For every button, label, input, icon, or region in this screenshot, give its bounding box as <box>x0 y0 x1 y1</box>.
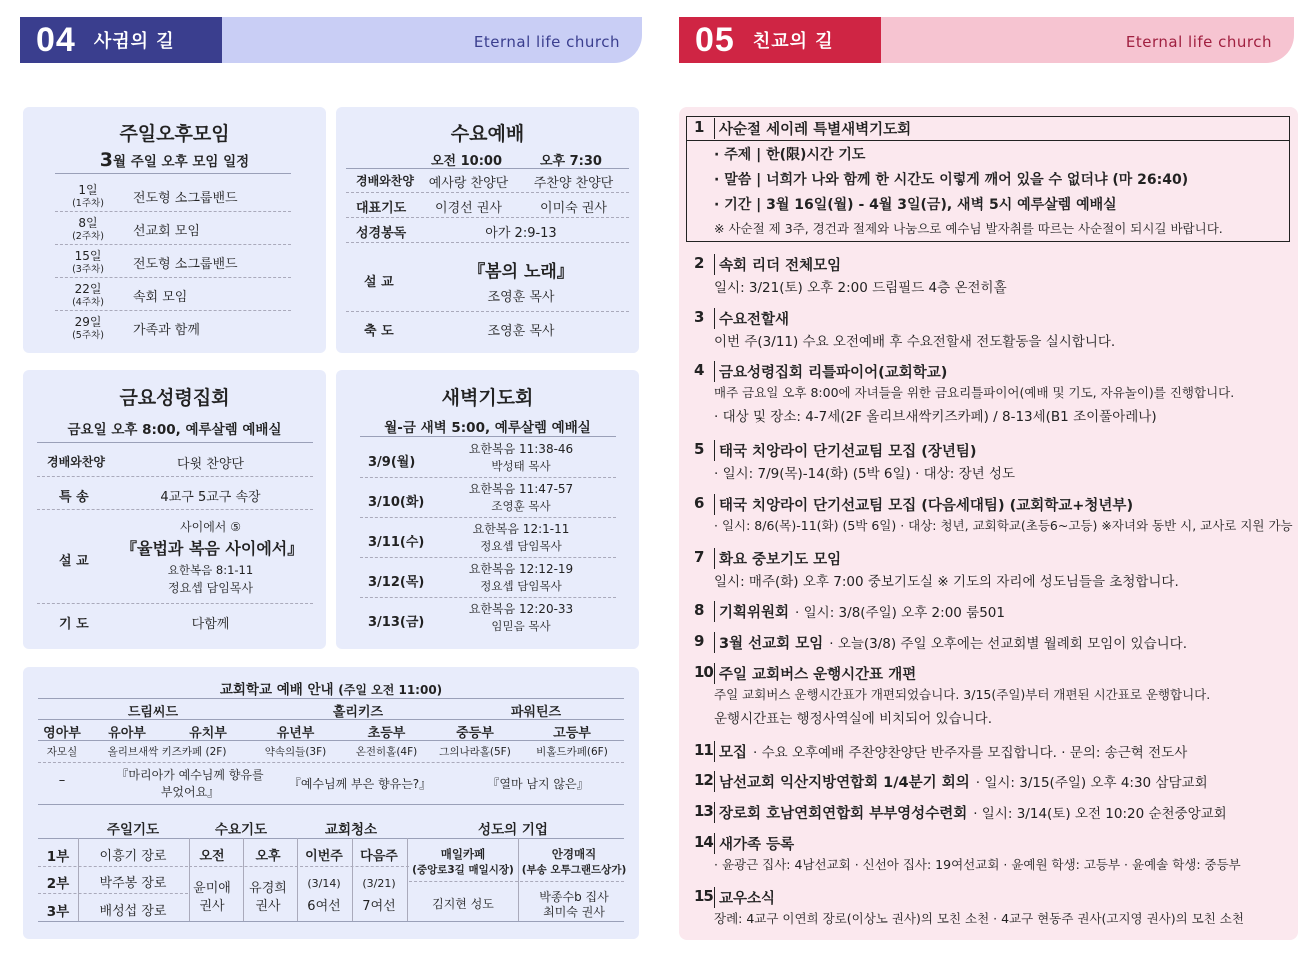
news-item-number: 14 <box>694 833 713 851</box>
divider <box>38 893 188 894</box>
news-item-line: 일시: 매주(화) 오후 7:00 중보기도실 ※ 기도의 자리에 성도님들을 초청합니다. <box>714 574 1179 590</box>
afternoon-row-date: 8일 <box>78 216 98 230</box>
afternoon-title: 주일오후모임 <box>119 123 230 145</box>
news-item-heading: 3월 선교회 모임 <box>714 632 823 653</box>
school-place-3: 온전히홀(4F) <box>355 746 418 758</box>
afternoon-row-week: (2주차) <box>72 231 104 242</box>
school-sermon-3: 『열마 남지 않은』 <box>487 777 589 791</box>
school-place-1: 올리브새싹 키즈카페 (2F) <box>107 746 227 758</box>
dawn-row-date: 3/12(목) <box>368 575 425 590</box>
dawn-row-preacher: 조영훈 목사 <box>491 499 551 513</box>
news-item-heading: 태국 치앙라이 단기선교팀 모집 (다음세대팀) (교회학교+청년부) <box>714 494 1133 515</box>
news-item-heading: 장로회 호남연회연합회 부부영성수련회 <box>714 802 967 823</box>
news-item-number: 7 <box>694 548 705 566</box>
dawn-row-date: 3/11(수) <box>368 535 425 550</box>
news-item-line: 주일 교회버스 운행시간표가 개편되었습니다. 3/15(주일)부터 개편된 시간표로 운행합니다. <box>714 687 1211 702</box>
news-item-number: 10 <box>694 663 713 681</box>
dawn-row-date: 3/13(금) <box>368 615 425 630</box>
dawn-row-date: 3/9(월) <box>368 455 416 470</box>
divider <box>407 838 408 921</box>
divider <box>37 476 313 477</box>
fri-prayer: 다함께 <box>191 617 230 632</box>
fri-label-sermon: 설 교 <box>59 554 89 569</box>
bottom-wed-am-1: 윤미애 <box>193 881 231 896</box>
divider <box>409 881 624 882</box>
bottom-part-3: 3부 <box>46 904 70 920</box>
news-item-line: · 일시: 7/9(목)-14(화) (5박 6일) · 대상: 장년 성도 <box>714 466 1016 482</box>
fri-sermon-series: 사이에서 ⑤ <box>180 520 241 534</box>
afternoon-row-date: 22일 <box>74 282 102 296</box>
school-group-holykids: 홀리키즈 <box>332 705 384 720</box>
bottom-next-week: 다음주 <box>360 849 398 864</box>
wed-reading: 아가 2:9-13 <box>485 226 557 241</box>
right-header <box>679 17 1294 63</box>
bottom-clean-this: 6여선 <box>307 899 341 914</box>
bottom-part-1: 1부 <box>46 849 70 865</box>
news-item-heading: 속회 리더 전체모임 <box>714 254 841 275</box>
bottom-business-a: 김지현 성도 <box>432 897 494 911</box>
school-title-sub: (주일 오전 11:00) <box>338 683 443 697</box>
divider <box>37 442 313 443</box>
bottom-part-2: 2부 <box>46 876 70 892</box>
friday-box <box>23 370 326 649</box>
news-item-number: 5 <box>694 440 705 458</box>
wed-sermon-title: 『봄의 노래』 <box>468 262 574 282</box>
news-item-number: 8 <box>694 601 705 619</box>
bottom-pm: 오후 <box>255 849 281 864</box>
news-item-number: 1 <box>694 118 705 136</box>
divider <box>360 436 616 437</box>
divider <box>38 740 624 741</box>
afternoon-row-event: 전도형 소그룹밴드 <box>133 257 238 272</box>
news-item-line: · 기간 | 3월 16일(월) - 4월 3일(금), 새벽 5시 예루살렘 예배실 <box>714 197 1117 213</box>
fri-label-special: 특 송 <box>59 490 89 505</box>
divider <box>352 838 353 921</box>
wed-time-pm: 오후 7:30 <box>540 154 602 169</box>
divider <box>38 698 624 699</box>
news-item-heading: 새가족 등록 <box>714 833 794 854</box>
friday-subtitle: 금요일 오후 8:00, 예루살렘 예배실 <box>67 422 282 438</box>
bottom-h-wed-prayer: 수요기도 <box>214 822 268 838</box>
dawn-row-date: 3/10(화) <box>368 495 425 510</box>
school-sermon-dash: – <box>58 773 66 788</box>
news-item-number: 4 <box>694 361 705 379</box>
school-place-4: 그의나라홀(5F) <box>439 746 511 758</box>
wed-time-am: 오전 10:00 <box>431 154 503 169</box>
dawn-row-preacher: 정요셉 담임목사 <box>480 579 562 593</box>
news-item-line: 매주 금요일 오후 8:00에 자녀들을 위한 금요리틀파이어(예배 및 기도, 자유놀이)를 진행합니다. <box>714 385 1235 400</box>
afternoon-row-event: 전도형 소그룹밴드 <box>133 191 238 206</box>
divider <box>360 477 616 478</box>
school-sermon-1-line1: 『마리아가 예수님께 향유를 <box>116 768 264 782</box>
wed-label-praise: 경배와찬양 <box>356 174 414 188</box>
bottom-glass-sub: (부송 오투그랜드상가) <box>521 864 627 876</box>
school-col-5: 중등부 <box>456 726 494 741</box>
bottom-am: 오전 <box>199 849 225 864</box>
news-item-10 <box>690 663 1290 727</box>
school-title-text: 교회학교 예배 안내 <box>219 682 334 698</box>
news-item-number: 12 <box>694 771 713 789</box>
bottom-clean-this-date: (3/14) <box>307 877 341 890</box>
afternoon-row-week: (3주차) <box>72 264 104 275</box>
afternoon-box <box>23 107 326 353</box>
divider <box>38 719 624 720</box>
divider <box>346 242 629 243</box>
fri-label-prayer: 기 도 <box>59 617 89 632</box>
divider <box>38 921 624 922</box>
dawn-row-passage: 요한복음 12:1-11 <box>472 522 570 536</box>
right-section-number: 05 <box>695 20 735 59</box>
right-section-title: 친교의 길 <box>752 31 834 52</box>
divider <box>38 804 624 805</box>
news-item-heading: 모집 <box>714 741 747 762</box>
bottom-wed-pm-1: 유경희 <box>249 881 287 896</box>
news-item-number: 6 <box>694 494 705 512</box>
dawn-box <box>336 370 639 649</box>
afternoon-row-date: 15일 <box>74 249 102 263</box>
school-place-5: 비홀드카페(6F) <box>536 746 608 758</box>
left-section-title: 사귐의 길 <box>93 31 175 52</box>
news-item-line: 장례: 4교구 이연희 장로(이상노 권사)의 모친 소천 · 4교구 현동주 권사(고지영 권사)의 모친 소천 <box>714 911 1244 926</box>
school-col-2: 유치부 <box>189 726 227 741</box>
school-col-1: 유아부 <box>108 726 146 741</box>
wed-label-blessing: 축 도 <box>364 324 394 339</box>
divider <box>37 603 313 604</box>
bottom-elder-2: 박주봉 장로 <box>99 876 167 891</box>
fri-sermon-title: 『율법과 복음 사이에서』 <box>121 539 304 558</box>
afternoon-row-event: 가족과 함께 <box>133 323 200 338</box>
news-item-line: · 주제 | 한(限)시간 기도 <box>714 147 866 163</box>
bottom-glass: 안경매직 <box>551 847 597 861</box>
wed-praise-am: 예사랑 찬양단 <box>428 176 509 191</box>
divider <box>346 217 629 218</box>
news-item-line: · 대상 및 장소: 4-7세(2F 올리브새싹키즈카페) / 8-13세(B1 조이풀아레나) <box>714 409 1157 425</box>
divider <box>243 838 244 921</box>
afternoon-row-date: 29일 <box>74 315 102 329</box>
afternoon-row-date: 1일 <box>78 183 98 197</box>
wed-sermon-preacher: 조영훈 목사 <box>487 290 555 305</box>
bottom-clean-next: 7여선 <box>362 899 396 914</box>
divider <box>37 509 313 510</box>
bottom-h-sunday-prayer: 주일기도 <box>106 822 160 838</box>
right-church-name: Eternal life church <box>1125 33 1272 51</box>
dawn-row-passage: 요한복음 11:38-46 <box>468 442 574 456</box>
school-col-4: 초등부 <box>367 726 406 741</box>
divider <box>346 311 629 312</box>
left-section-number: 04 <box>36 20 76 59</box>
divider <box>360 517 616 518</box>
news-item-line: 운행시간표는 행정사역실에 비치되어 있습니다. <box>714 711 992 727</box>
divider <box>55 211 291 212</box>
school-sermon-1-line2: 부었어요』 <box>160 785 220 799</box>
dawn-row-passage: 요한복음 11:47-57 <box>468 482 574 496</box>
dawn-row-passage: 요한복음 12:20-33 <box>468 602 574 616</box>
dawn-row-preacher: 박성태 목사 <box>491 459 551 473</box>
fri-label-praise: 경배와찬양 <box>47 455 105 469</box>
fri-praise: 다윗 찬양단 <box>177 457 244 472</box>
divider <box>518 838 519 921</box>
news-item-line: 일시: 3/21(토) 오후 2:00 드림필드 4층 온전히홀 <box>714 280 1007 296</box>
school-group-dreamseed: 드림씨드 <box>127 705 179 720</box>
news-item-heading: 기획위원회 <box>714 601 789 622</box>
news-item-4 <box>690 361 1290 425</box>
divider <box>55 244 291 245</box>
news-item-number: 11 <box>694 741 713 759</box>
news-item-line: · 일시: 8/6(목)-11(화) (5박 6일) · 대상: 청년, 교회학교(초등6~고등) ※자녀와 동반 시, 교사로 지원 가능 <box>714 518 1293 533</box>
news-item-heading: 주일 교회버스 운행시간표 개편 <box>714 663 916 684</box>
news-item-heading: 교우소식 <box>714 887 775 908</box>
wed-prayer-pm: 이미숙 권사 <box>540 201 607 216</box>
divider <box>346 168 629 169</box>
bottom-h-cleaning: 교회청소 <box>324 822 378 838</box>
news-item-line: · 말씀 | 너희가 나와 함께 한 시간도 이렇게 깨어 있을 수 없더냐 (마 26:40) <box>714 172 1189 188</box>
news-item-number: 3 <box>694 308 705 326</box>
news-item-7 <box>690 548 1290 608</box>
news-item-1 <box>690 118 1290 236</box>
school-box <box>23 667 639 939</box>
bottom-clean-next-date: (3/21) <box>362 877 396 890</box>
school-place-0: 자모실 <box>46 746 78 758</box>
school-place-2: 약속의들(3F) <box>264 746 327 758</box>
afternoon-subtitle <box>23 149 326 171</box>
dawn-row-preacher: 임믿음 목사 <box>491 619 551 633</box>
afternoon-subtitle-text: 월 주일 오후 모임 일정 <box>113 154 250 170</box>
wed-praise-pm: 주찬양 찬양단 <box>533 176 614 191</box>
school-col-6: 고등부 <box>553 726 591 741</box>
friday-title: 금요성령집회 <box>119 387 230 409</box>
divider <box>189 866 409 867</box>
news-item-number: 13 <box>694 802 713 820</box>
bottom-cafe: 매일카페 <box>440 847 486 861</box>
bottom-wed-am-2: 권사 <box>199 899 225 914</box>
news-item-heading: 사순절 세이레 특별새벽기도회 <box>714 118 911 139</box>
school-group-powerteens: 파워틴즈 <box>510 705 562 720</box>
bottom-elder-1: 이흥기 장로 <box>99 849 167 864</box>
news-item-15 <box>690 887 1290 947</box>
left-church-name: Eternal life church <box>473 33 620 51</box>
news-item-5 <box>690 440 1290 500</box>
wed-prayer-am: 이경선 권사 <box>435 201 502 216</box>
school-col-0: 영아부 <box>43 726 81 741</box>
bottom-this-week: 이번주 <box>305 849 343 864</box>
dawn-row-preacher: 정요셉 담임목사 <box>480 539 562 553</box>
dawn-subtitle: 월-금 새벽 5:00, 예루살렘 예배실 <box>384 420 591 436</box>
divider <box>297 838 298 921</box>
divider <box>360 557 616 558</box>
afternoon-row-week: (1주차) <box>72 198 104 209</box>
school-sermon-2: 『예수님께 부은 향유는?』 <box>288 777 432 791</box>
bottom-business-b2: 최미숙 권사 <box>543 905 605 919</box>
wed-blessing: 조영훈 목사 <box>487 324 555 339</box>
bottom-cafe-sub: (중앙로3길 매일시장) <box>412 864 514 876</box>
wed-label-reading: 성경봉독 <box>356 226 407 241</box>
fri-sermon-preacher: 정요셉 담임목사 <box>168 581 253 595</box>
divider <box>55 310 291 311</box>
divider <box>55 173 291 174</box>
news-item-detail: · 일시: 3/14(토) 오전 10:20 순천중앙교회 <box>973 806 1227 822</box>
bottom-wed-pm-2: 권사 <box>255 899 281 914</box>
news-item-heading: 태국 치앙라이 단기선교팀 모집 (장년팀) <box>714 440 977 461</box>
news-item-3 <box>690 308 1290 368</box>
divider <box>38 866 188 867</box>
bottom-elder-3: 배성섭 장로 <box>99 904 167 919</box>
wednesday-title: 수요예배 <box>450 123 525 145</box>
news-item-heading: 남선교회 익산지방연합회 1/4분기 회의 <box>714 771 970 792</box>
school-col-3: 유년부 <box>276 726 315 741</box>
wed-label-prayer: 대표기도 <box>356 201 407 216</box>
divider <box>346 192 629 193</box>
news-item-line: · 윤광근 집사: 4남선교회 · 신선아 집사: 19여선교회 · 윤예원 학생: 고등부 · 윤예솔 학생: 중등부 <box>714 857 1241 872</box>
news-item-heading: 수요전할새 <box>714 308 789 329</box>
left-header <box>20 17 642 63</box>
news-item-6 <box>690 494 1293 554</box>
bottom-business-b1: 박종수b 집사 <box>539 890 609 904</box>
wed-label-sermon: 설 교 <box>364 275 394 290</box>
dawn-title: 새벽기도회 <box>441 387 534 409</box>
divider <box>78 838 79 921</box>
divider <box>360 597 616 598</box>
news-item-number: 15 <box>694 887 713 905</box>
news-item-number: 2 <box>694 254 705 272</box>
divider <box>55 277 291 278</box>
right-header-bar <box>679 17 881 63</box>
dawn-row-passage: 요한복음 12:12-19 <box>468 562 574 576</box>
news-item-line: ※ 사순절 제 3주, 경건과 절제와 나눔으로 예수님 발자취를 따르는 사순절이 되시길 바랍니다. <box>714 221 1223 236</box>
fri-sermon-passage: 요한복음 8:1-11 <box>167 563 254 577</box>
bottom-h-business: 성도의 기업 <box>478 822 548 838</box>
left-header-bar <box>20 17 222 63</box>
afternoon-month: 3 <box>99 149 114 171</box>
news-item-detail: · 수요 오후예배 주찬양찬양단 반주자를 모집합니다. · 문의: 송근혁 전도사 <box>753 745 1188 761</box>
news-item-heading: 화요 중보기도 모임 <box>714 548 841 569</box>
news-item-detail: · 일시: 3/8(주일) 오후 2:00 룸501 <box>795 605 1005 621</box>
divider <box>38 838 624 839</box>
news-item-2 <box>690 254 1290 314</box>
divider <box>189 838 190 921</box>
news-item-line: 이번 주(3/11) 수요 오전예배 후 수요전할새 전도활동을 실시합니다. <box>714 334 1116 350</box>
divider <box>38 762 624 763</box>
afternoon-row-week: (5주차) <box>72 330 104 341</box>
afternoon-row-event: 속회 모임 <box>133 290 188 305</box>
news-item-number: 9 <box>694 632 705 650</box>
news-item-detail: · 일시: 3/15(주일) 오후 4:30 삼담교회 <box>975 775 1208 791</box>
afternoon-row-week: (4주차) <box>72 297 104 308</box>
wednesday-box <box>336 107 639 353</box>
afternoon-row-event: 선교회 모임 <box>133 224 200 239</box>
school-title <box>23 678 639 698</box>
news-item-heading: 금요성령집회 리틀파이어(교회학교) <box>714 361 947 382</box>
fri-special: 4교구 5교구 속장 <box>160 490 261 505</box>
news-item-detail: · 오늘(3/8) 주일 오후에는 선교회별 월례회 모임이 있습니다. <box>829 636 1188 652</box>
news-item-14 <box>690 833 1290 893</box>
